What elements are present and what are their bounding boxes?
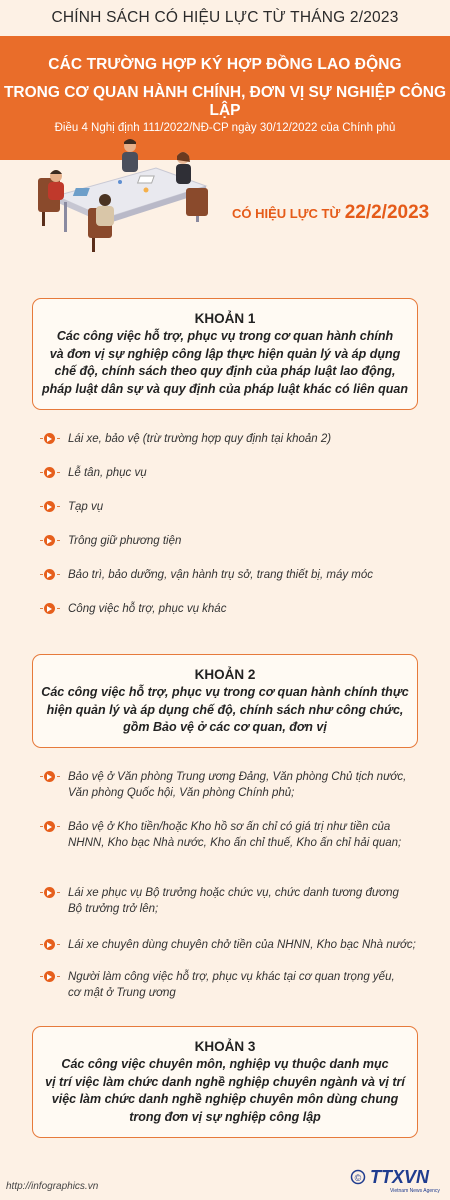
- list-item: [40, 598, 440, 620]
- list-item-text: Tạp vụ: [68, 501, 104, 513]
- list-item: [40, 564, 440, 586]
- khoan-1-desc-line: Các công việc hỗ trợ, phục vụ trong cơ quan hành chính: [56, 329, 394, 343]
- top-banner: [0, 0, 450, 36]
- khoan-3-desc-line: vị trí việc làm chức danh nghề nghiệp chuyên ngành và vị trí: [45, 1074, 405, 1089]
- list-item-text: [68, 937, 440, 953]
- khoan-1-card: [32, 298, 418, 410]
- list-item-text: Công việc hỗ trợ, phục vụ khác: [68, 603, 227, 615]
- footer-url[interactable]: http://infographics.vn: [6, 1181, 99, 1192]
- list-item-text: [68, 819, 440, 851]
- khoan-3-description: [33, 1056, 417, 1126]
- khoan-2-heading: KHOẢN 2: [194, 667, 256, 682]
- list-item: [40, 530, 440, 552]
- play-bullet-icon: [44, 971, 55, 982]
- logo-subtext: Vietnam News Agency: [390, 1188, 440, 1194]
- list-item-line: NHNN, Kho bạc Nhà nước, Kho ấn chỉ thuế, Kho ấn chỉ hải quan;: [68, 837, 402, 849]
- list-item-line: Bộ trưởng trở lên;: [68, 903, 159, 915]
- list-item: [40, 966, 440, 1002]
- khoan-3-desc-line: trong đơn vị sự nghiệp công lập: [129, 1109, 321, 1124]
- list-item-line: Người làm công việc hỗ trợ, phục vụ khác tại cơ quan trọng yếu,: [68, 971, 395, 983]
- khoan-3-heading: KHOẢN 3: [194, 1039, 256, 1054]
- effective-label: CÓ HIỆU LỰC TỪ: [232, 206, 341, 221]
- khoan-2-desc-line: gồm Bảo vệ ở các cơ quan, đơn vị: [123, 720, 327, 734]
- list-item: [40, 882, 440, 918]
- ttxvn-logo: [350, 1163, 445, 1195]
- khoan-1-desc-line: và đơn vị sự nghiệp công lập thực hiện quản lý và áp dụng: [49, 346, 401, 361]
- list-item-text: [68, 769, 440, 801]
- khoan-2-desc-line: Các công việc hỗ trợ, phục vụ trong cơ quan hành chính thực: [41, 685, 409, 699]
- khoan-1-heading: KHOẢN 1: [194, 311, 256, 326]
- khoan-1-desc-line: chế độ, chính sách theo quy định của pháp luật lao động,: [54, 364, 396, 378]
- title-line-2: TRONG CƠ QUAN HÀNH CHÍNH, ĐƠN VỊ SỰ NGHIỆP CÔNG LẬP: [3, 84, 447, 119]
- list-item-text: Lái xe, bảo vệ (trừ trường hợp quy định tại khoản 2): [68, 433, 332, 445]
- list-item-text: Lễ tân, phục vụ: [68, 467, 147, 479]
- khoan-2-description: [33, 684, 417, 737]
- list-item: [40, 462, 440, 484]
- meeting-illustration: [36, 138, 226, 258]
- list-item-text: Trông giữ phương tiện: [68, 535, 182, 547]
- hero: [0, 160, 450, 280]
- list-item-text: Bảo trì, bảo dưỡng, vận hành trụ sở, trang thiết bị, máy móc: [68, 569, 374, 581]
- effective-date-value: 22/2/2023: [344, 202, 430, 223]
- effective-date: [232, 202, 429, 224]
- list-item-line: cơ mật ở Trung ương: [68, 987, 176, 999]
- play-bullet-icon: [44, 603, 55, 614]
- copyright-symbol: ©: [354, 1173, 362, 1183]
- play-bullet-icon: [44, 771, 55, 782]
- list-item: [40, 428, 440, 450]
- play-bullet-icon: [44, 821, 55, 832]
- list-item: [40, 496, 440, 518]
- banner-text: CHÍNH SÁCH CÓ HIỆU LỰC TỪ THÁNG 2/2023: [51, 9, 399, 26]
- play-bullet-icon: [44, 535, 55, 546]
- list-item: [40, 766, 440, 802]
- play-bullet-icon: [44, 887, 55, 898]
- play-bullet-icon: [44, 939, 55, 950]
- khoan-1-description: [33, 328, 417, 398]
- play-bullet-icon: [44, 569, 55, 580]
- list-item: [40, 816, 440, 852]
- play-bullet-icon: [44, 467, 55, 478]
- logo-text: TTXVN: [370, 1167, 430, 1187]
- subtitle: Điều 4 Nghị định 111/2022/NĐ-CP ngày 30/12/2022 của Chính phủ: [54, 122, 396, 134]
- khoan-3-desc-line: Các công việc chuyên môn, nghiệp vụ thuộc danh mục: [61, 1057, 389, 1071]
- khoan-3-card: [32, 1026, 418, 1138]
- title-line-1: CÁC TRƯỜNG HỢP KÝ HỢP ĐỒNG LAO ĐỘNG: [48, 56, 402, 73]
- khoan-2-desc-line: hiện quản lý và áp dụng chế độ, chính sách như công chức,: [46, 702, 404, 717]
- play-bullet-icon: [44, 501, 55, 512]
- list-item-line: Bảo vệ ở Kho tiền/hoặc Kho hồ sơ ấn chỉ có giá trị như tiền của: [68, 821, 391, 833]
- list-item-line: Bảo vệ ở Văn phòng Trung ương Đảng, Văn phòng Chủ tịch nước,: [68, 771, 407, 783]
- khoan-1-desc-line: pháp luật dân sự và quy định của pháp luật khác có liên quan: [42, 381, 408, 396]
- list-item-line: Lái xe phục vụ Bộ trưởng hoặc chức vụ, chức danh tương đương: [68, 887, 399, 899]
- list-item-line: Lái xe chuyên dùng chuyên chở tiền của NHNN, Kho bạc Nhà nước;: [68, 939, 416, 951]
- list-item-text: [68, 969, 440, 1001]
- play-bullet-icon: [44, 433, 55, 444]
- khoan-3-desc-line: việc làm chức danh nghề nghiệp chuyên môn dùng chung: [51, 1092, 399, 1106]
- list-item: [40, 934, 440, 956]
- list-item-line: Văn phòng Quốc hội, Văn phòng Chính phủ;: [68, 787, 295, 799]
- khoan-2-card: [32, 654, 418, 748]
- list-item-text: [68, 885, 440, 917]
